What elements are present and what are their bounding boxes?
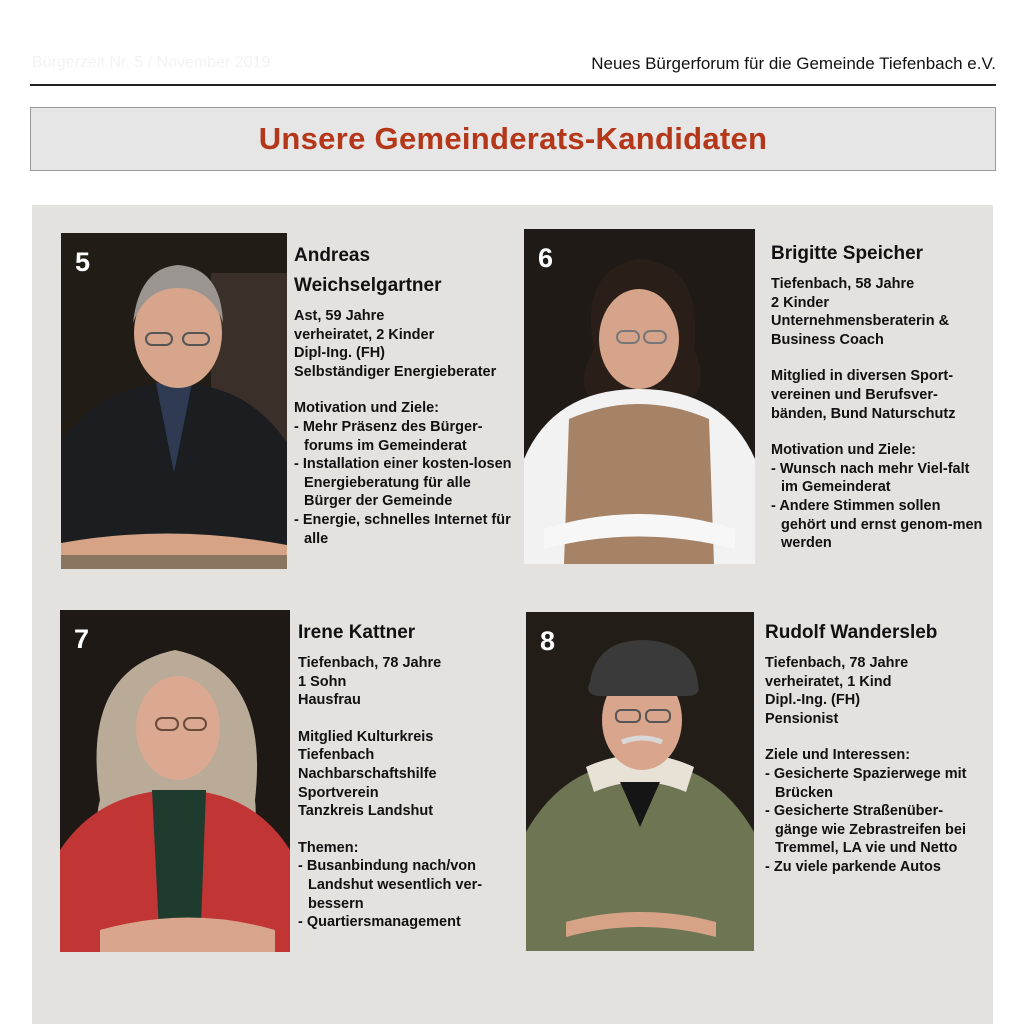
section-title: Motivation und Ziele: bbox=[771, 442, 916, 459]
candidate-info-8 bbox=[765, 618, 980, 877]
issue-line: Bürgerzeit Nr. 5 / November 2019 bbox=[32, 54, 271, 71]
membership-line: bänden, Bund Naturschutz bbox=[771, 405, 956, 422]
list-item: - Andere Stimmen sollen gehört und ernst genom-men werden bbox=[771, 497, 983, 552]
detail-line: Selbständiger Energieberater bbox=[294, 363, 497, 380]
detail-line: Tiefenbach, 78 Jahre bbox=[298, 655, 442, 671]
section-title: Ziele und Interessen: bbox=[765, 747, 911, 764]
candidate-name: Rudolf Wandersleb bbox=[765, 622, 938, 643]
detail-line: Dipl-Ing. (FH) bbox=[294, 345, 386, 362]
detail-line: Dipl.-Ing. (FH) bbox=[765, 692, 861, 709]
detail-line: verheiratet, 1 Kind bbox=[765, 673, 892, 690]
membership-line: Tanzkreis Landshut bbox=[298, 803, 434, 820]
detail-line: Tiefenbach, 78 Jahre bbox=[765, 655, 909, 671]
title-banner bbox=[30, 107, 996, 171]
detail-line: Ast, 59 Jahre bbox=[294, 308, 385, 324]
candidate-number: 5 bbox=[75, 247, 91, 277]
candidate-photo-7 bbox=[60, 610, 290, 952]
membership-line: vereinen und Berufsver- bbox=[771, 386, 938, 403]
candidate-name: Andreas Weichselgartner bbox=[294, 245, 442, 296]
section-title: Themen: bbox=[298, 839, 359, 856]
detail-line: 1 Sohn bbox=[298, 673, 347, 690]
membership-line: Tiefenbach bbox=[298, 747, 375, 764]
list-item: - Gesicherte Straßenüber-gänge wie Zebrastreifen bei Tremmel, LA vie und Netto bbox=[765, 803, 966, 857]
list-item: - Wunsch nach mehr Viel-falt im Gemeinderat bbox=[771, 460, 970, 496]
section-title: Motivation und Ziele: bbox=[294, 400, 439, 417]
list-item: - Mehr Präsenz des Bürger-forums im Gemeinderat bbox=[294, 418, 483, 454]
list-item: - Busanbindung nach/von Landshut wesentlich ver-bessern bbox=[298, 858, 483, 912]
list-item: - Zu viele parkende Autos bbox=[765, 858, 941, 875]
detail-line: 2 Kinder bbox=[771, 294, 830, 311]
portrait-man-cap-icon bbox=[526, 612, 754, 951]
detail-line: Pensionist bbox=[765, 710, 839, 727]
candidate-name: Irene Kattner bbox=[298, 622, 416, 643]
candidate-photo-5 bbox=[61, 233, 287, 569]
membership-line: Mitglied in diversen Sport- bbox=[771, 368, 954, 385]
candidate-info-7 bbox=[298, 618, 513, 932]
candidate-info-5 bbox=[294, 241, 519, 548]
portrait-man-jacket-icon bbox=[61, 233, 287, 569]
detail-line: Tiefenbach, 58 Jahre bbox=[771, 276, 915, 292]
portrait-woman-vest-icon bbox=[524, 229, 755, 564]
membership-line: Sportverein bbox=[298, 784, 379, 801]
detail-line: verheiratet, 2 Kinder bbox=[294, 326, 435, 343]
detail-line: Unternehmensberaterin & bbox=[771, 313, 950, 330]
candidate-name: Brigitte Speicher bbox=[771, 243, 924, 264]
membership-line: Mitglied Kulturkreis bbox=[298, 728, 434, 745]
candidate-number: 6 bbox=[538, 243, 554, 273]
organization-name: Neues Bürgerforum für die Gemeinde Tiefenbach e.V. bbox=[591, 54, 996, 73]
list-item: - Energie, schnelles Internet für alle bbox=[294, 511, 511, 547]
list-item: - Installation einer kosten-losen Energieberatung für alle Bürger der Gemeinde bbox=[294, 456, 512, 510]
candidate-info-6 bbox=[771, 239, 986, 553]
list-item: - Gesicherte Spazierwege mit Brücken bbox=[765, 765, 967, 801]
header-rule bbox=[30, 84, 996, 86]
candidate-photo-6 bbox=[524, 229, 755, 564]
detail-line: Hausfrau bbox=[298, 692, 361, 709]
portrait-woman-red-cardigan-icon bbox=[60, 610, 290, 952]
membership-line: Nachbarschaftshilfe bbox=[298, 765, 437, 782]
detail-line: Business Coach bbox=[771, 331, 884, 348]
candidate-number: 8 bbox=[540, 626, 556, 656]
candidate-number: 7 bbox=[74, 624, 90, 654]
list-item: - Quartiersmanagement bbox=[298, 914, 461, 931]
page-title: Unsere Gemeinderats-Kandidaten bbox=[258, 121, 768, 156]
candidate-photo-8 bbox=[526, 612, 754, 951]
